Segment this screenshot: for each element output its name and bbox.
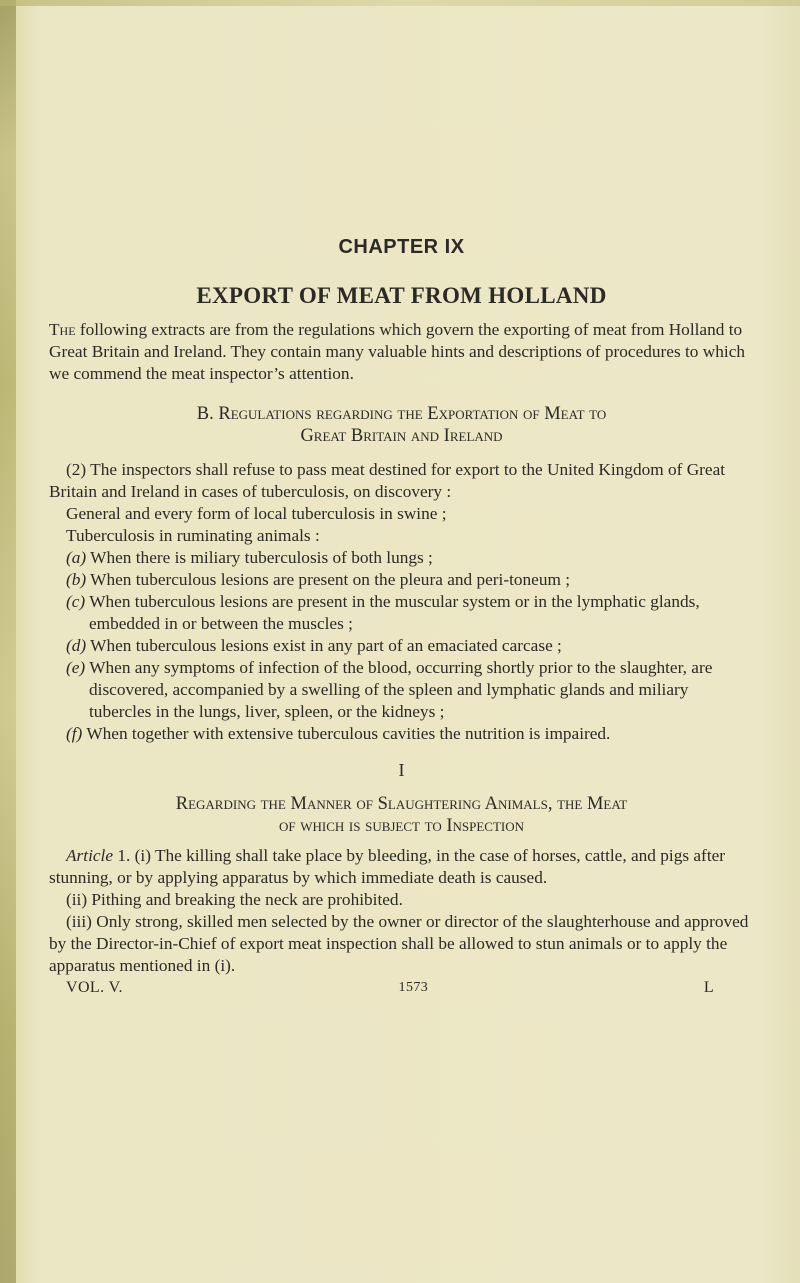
list-item-f-mark: (f) (66, 724, 83, 743)
volume-label: VOL. V. (66, 979, 123, 996)
article-1-paragraph (49, 845, 754, 889)
list-item-a-mark: (a) (66, 548, 87, 567)
signature-mark: L (703, 979, 714, 996)
list-item-c-text: When tuberculous lesions are present in the muscular system or in the lymphatic glands, embedded in or between the muscles ; (85, 592, 700, 633)
page-number: 1573 (398, 980, 429, 995)
list-item-c (49, 591, 754, 635)
list-item-b-text: When tuberculous lesions are present on the pleura and peri-toneum ; (86, 570, 571, 589)
list-item-d-mark: (d) (66, 636, 87, 655)
section-i-heading (49, 793, 754, 837)
list-item-e (49, 657, 754, 723)
page-content (49, 233, 754, 999)
page-footer (49, 977, 754, 999)
intro-text: following extracts are from the regulations which govern the exporting of meat from Holland to Great Britain and Ireland. They contain many valuable hints and descriptions of procedures to which we commend the meat inspector’s attention. (49, 320, 746, 383)
section-b-heading (49, 403, 754, 447)
list-item-f (49, 723, 754, 745)
list-item-b-mark: (b) (66, 570, 87, 589)
general-tuberculosis-line: General and every form of local tuberculosis in swine ; (66, 504, 447, 523)
list-item-e-mark: (e) (66, 658, 86, 677)
list-item-f-text: When together with extensive tuberculous cavities the nutrition is impaired. (82, 724, 611, 743)
section-b-heading-line1: B. Regulations regarding the Exportation of Meat to (196, 404, 607, 424)
chapter-label: CHAPTER IX (338, 236, 465, 258)
list-item-a-text: When there is miliary tuberculosis of both lungs ; (86, 548, 433, 567)
page-top-edge (0, 0, 800, 6)
section-numeral: I (398, 760, 405, 780)
list-item-a (49, 547, 754, 569)
list-item-d-text: When tuberculous lesions exist in any part of an emaciated carcase ; (86, 636, 562, 655)
paragraph-2: (2) The inspectors shall refuse to pass meat destined for export to the United Kingdom of Great Britain and Ireland in cases of tuberculosis, on discovery : (49, 460, 726, 501)
section-i-heading-line1: Regarding the Manner of Slaughtering Animals, the Meat (175, 794, 628, 814)
paragraph-ii: (ii) Pithing and breaking the neck are prohibited. (66, 890, 403, 909)
list-item-e-text: When any symptoms of infection of the blood, occurring shortly prior to the slaughter, are discovered, accompanied by a swelling of the spleen and lymphatic glands and miliary tubercles in the lungs, liver, spleen, or the kidneys ; (85, 658, 713, 721)
intro-lead-word: The (49, 320, 76, 339)
chapter-title: EXPORT OF MEAT FROM HOLLAND (196, 283, 607, 308)
article-1-text: 1. (i) The killing shall take place by bleeding, in the case of horses, cattle, and pigs after stunning, or by applying apparatus by which immediate death is caused. (49, 846, 726, 887)
page-binding-edge (0, 0, 16, 1283)
list-item-d (49, 635, 754, 657)
intro-paragraph (49, 319, 754, 385)
paragraph-iii: (iii) Only strong, skilled men selected by the owner or director of the slaughterhouse and approved by the Director-in-Chief of export meat inspection shall be allowed to stun animals or to apply the apparatus mentioned in (i). (49, 912, 749, 975)
section-b-heading-line2: Great Britain and Ireland (300, 426, 503, 446)
list-item-c-mark: (c) (66, 592, 86, 611)
section-i-heading-line2: of which is subject to Inspection (278, 816, 524, 836)
article-label: Article (66, 846, 114, 865)
ruminating-line: Tuberculosis in ruminating animals : (66, 526, 320, 545)
list-item-b (49, 569, 754, 591)
